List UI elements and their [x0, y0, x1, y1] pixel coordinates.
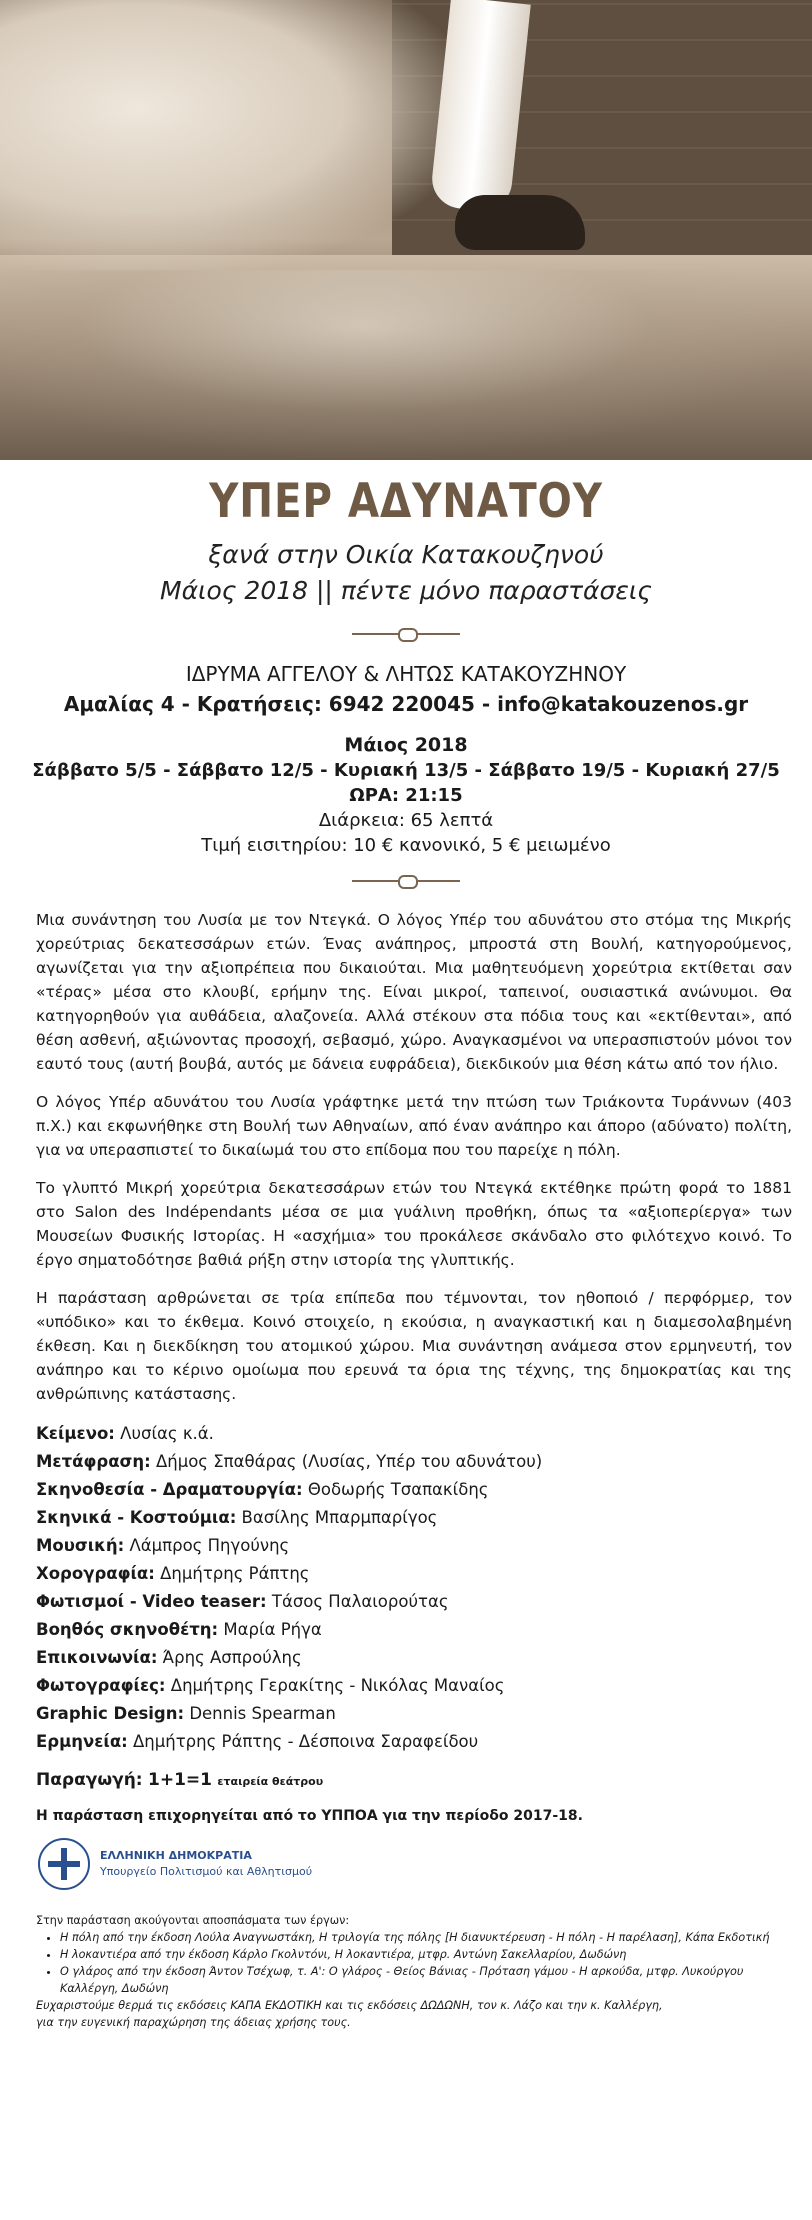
- credit-row: Κείμενο: Λυσίας κ.ά.: [36, 1424, 214, 1443]
- note-item: • Ο γλάρος από την έκδοση Άντον Τσέχωφ, τ. Α': Ο γλάρος - Θείος Βάνιας - Πρόταση γάμου - Η αρκούδα, μτφρ. Λυκούργου Καλλέργη, Δωδώνη: [60, 1963, 792, 1997]
- subtitle-line-1: ξανά στην Οικία Κατακουζηνού: [208, 540, 604, 569]
- notes-intro: Στην παράσταση ακούγονται αποσπάσματα των έργων:: [36, 1914, 350, 1927]
- schedule-block: [0, 733, 812, 858]
- credit-row: Χορογραφία: Δημήτρης Ράπτης: [36, 1564, 310, 1583]
- hero-photo: [0, 0, 812, 460]
- note-item: • Η πόλη από την έκδοση Λούλα Αναγνωστάκη, Η τριλογία της πόλης [Η διανυκτέρευση - Η πόλη - Η παρέλαση], Κάπα Εκδοτική: [60, 1929, 792, 1946]
- duration: Διάρκεια: 65 λεπτά: [318, 810, 494, 831]
- hero-reflection: [0, 270, 812, 460]
- paragraph-1: Μια συνάντηση του Λυσία με τον Ντεγκά. Ο λόγος Υπέρ του αδυνάτου στο στόμα της Μικρής χορεύτριας δεκατεσσάρων ετών. Ένας ανάπηρος, μπροστά στη Βουλή, κατηγορούμενος, αγωνίζεται για την αξιοπρέπεια που δικαιούται. Μια μαθητευόμενη χορεύτρια εκτίθεται σαν «τέρας» μέσα στο κλουβί, ερήμην της. Είναι μικροί, ταπεινοί, ουσιαστικά ανώνυμοι. Θα κατηγορηθούν για αυθάδεια, αλαζονεία. Αλλά στέκουν στα πόδια τους και «εκτίθενται», από θέση ασθενή, αξιώνοντας προσοχή, σεβασμό, χώρο. Αναγκασμένοι να υπερασπιστούν μόνοι τον εαυτό τους (αυτή βουβά, αυτός με δάνεια ευφράδεια), διεκδικούν μια θέση κάτω από τον ήλιο.: [36, 911, 792, 1073]
- ministry-logo: [38, 1838, 812, 1890]
- content: [0, 474, 812, 2031]
- production-suffix: εταιρεία θεάτρου: [217, 1775, 324, 1788]
- month: Μάιος 2018: [344, 734, 468, 756]
- paragraph-3: Το γλυπτό Μικρή χορεύτρια δεκατεσσάρων ετών του Ντεγκά εκτέθηκε πρώτη φορά το 1881 στο Salon des Indépendants μέσα σε μια γυάλινη προθήκη, όπως τα «αξιοπερίεργα» των Μουσείων Φυσικής Ιστορίας. Η «ασχήμια» του προκάλεσε σκάνδαλο στο φιλότεχνο κοινό. Το έργο σηματοδότησε βαθιά ρήξη στην ιστορία της γλυπτικής.: [36, 1179, 792, 1269]
- credit-row: Σκηνοθεσία - Δραματουργία: Θοδωρής Τσαπακίδης: [36, 1480, 489, 1499]
- divider-1: [352, 627, 460, 641]
- greek-emblem-icon: [38, 1838, 90, 1890]
- venue-block: [0, 659, 812, 719]
- subtitle: [0, 537, 812, 609]
- org-contact: Αμαλίας 4 - Κρατήσεις: 6942 220045 - info@katakouzenos.gr: [63, 692, 749, 716]
- credit-row: Επικοινωνία: Άρης Ασπρούλης: [36, 1648, 302, 1667]
- ministry-text: ΕΛΛΗΝΙΚΗ ΔΗΜΟΚΡΑΤΙΑ Υπουργείο Πολιτισμού και Αθλητισμού: [100, 1849, 313, 1878]
- production-value: 1+1=1: [148, 1770, 212, 1790]
- note-item: • Η λοκαντιέρα από την έκδοση Κάρλο Γκολντόνι, Η λοκαντιέρα, μτφρ. Αντώνη Σακελλαρίου, Δωδώνη: [60, 1946, 792, 1963]
- hero-dress: [0, 0, 460, 270]
- excerpt-notes: [0, 1912, 812, 2031]
- credit-row: Graphic Design: Dennis Spearman: [36, 1704, 336, 1723]
- paragraph-4: Η παράσταση αρθρώνεται σε τρία επίπεδα που τέμνονται, τον ηθοποιό / περφόρμερ, τον «υπόδικο» και το έκθεμα. Κοινό στοιχείο, η εκούσια, η αναγκαστική και η διαμεσολαβημένη έκθεση. Και η διεκδίκηση του ατομικού χώρου. Μια συνάντηση ανάμεσα στον ερμηνευτή, τον ανάπηρο και το κέρινο ομοίωμα που ερευνά τα όρια της τέχνης, της δημοκρατίας και της ανθρώπινης κατάστασης.: [36, 1289, 792, 1403]
- ticket-price: Τιμή εισιτηρίου: 10 € κανονικό, 5 € μειωμένο: [201, 835, 611, 856]
- paragraph-2: Ο λόγος Υπέρ αδυνάτου του Λυσία γράφτηκε μετά την πτώση των Τριάκοντα Τυράννων (403 π.Χ.) και εκφωνήθηκε στη Βουλή των Αθηναίων, από έναν ανάπηρο και άπορο (αδύνατο) πολίτη, για να υπερασπιστεί το δικαίωμά του στο επίδομα που του παρείχε η πόλη.: [36, 1093, 792, 1159]
- org-name: ΙΔΡΥΜΑ ΑΓΓΕΛΟΥ & ΛΗΤΩΣ ΚΑΤΑΚΟΥΖΗΝΟΥ: [185, 662, 627, 686]
- credit-row: Βοηθός σκηνοθέτη: Μαρία Ρήγα: [36, 1620, 322, 1639]
- page-title: ΥΠΕΡ ΑΔΥΝΑΤΟΥ: [209, 474, 603, 529]
- credit-row: Φωτισμοί - Video teaser: Τάσος Παλαιορούτας: [36, 1592, 449, 1611]
- description: [0, 908, 812, 1406]
- credit-row: Σκηνικά - Κοστούμια: Βασίλης Μπαρμπαρίγος: [36, 1508, 438, 1527]
- credit-row: Μουσική: Λάμπρος Πηγούνης: [36, 1536, 290, 1555]
- credit-row: Φωτογραφίες: Δημήτρης Γερακίτης - Νικόλας Μαναίος: [36, 1676, 505, 1695]
- credit-row: Μετάφραση: Δήμος Σπαθάρας (Λυσίας, Υπέρ του αδυνάτου): [36, 1452, 543, 1471]
- funding-note: Η παράσταση επιχορηγείται από το ΥΠΠΟΑ για την περίοδο 2017-18.: [36, 1808, 583, 1824]
- dates: Σάββατο 5/5 - Σάββατο 12/5 - Κυριακή 13/5 - Σάββατο 19/5 - Κυριακή 27/5: [32, 760, 780, 781]
- hero-shoe: [455, 195, 585, 250]
- production-label: Παραγωγή:: [36, 1770, 143, 1790]
- showtime: ΩΡΑ: 21:15: [349, 785, 463, 806]
- divider-2: [352, 874, 460, 888]
- credits-list: [0, 1420, 812, 1756]
- notes-list: [36, 1929, 792, 1997]
- thanks-line-1: Ευχαριστούμε θερμά τις εκδόσεις ΚΑΠΑ ΕΚΔΟΤΙΚΗ και τις εκδόσεις ΔΩΔΩΝΗ, τον κ. Λάζο και την κ. Καλλέργη,: [36, 1999, 663, 2012]
- credit-row: Ερμηνεία: Δημήτρης Ράπτης - Δέσποινα Σαραφείδου: [36, 1732, 479, 1751]
- production-line: [0, 1770, 812, 1790]
- thanks-line-2: για την ευγενική παραχώρηση της άδειας χρήσης τους.: [36, 2016, 351, 2029]
- subtitle-line-2: Μάιος 2018 || πέντε μόνο παραστάσεις: [160, 576, 652, 605]
